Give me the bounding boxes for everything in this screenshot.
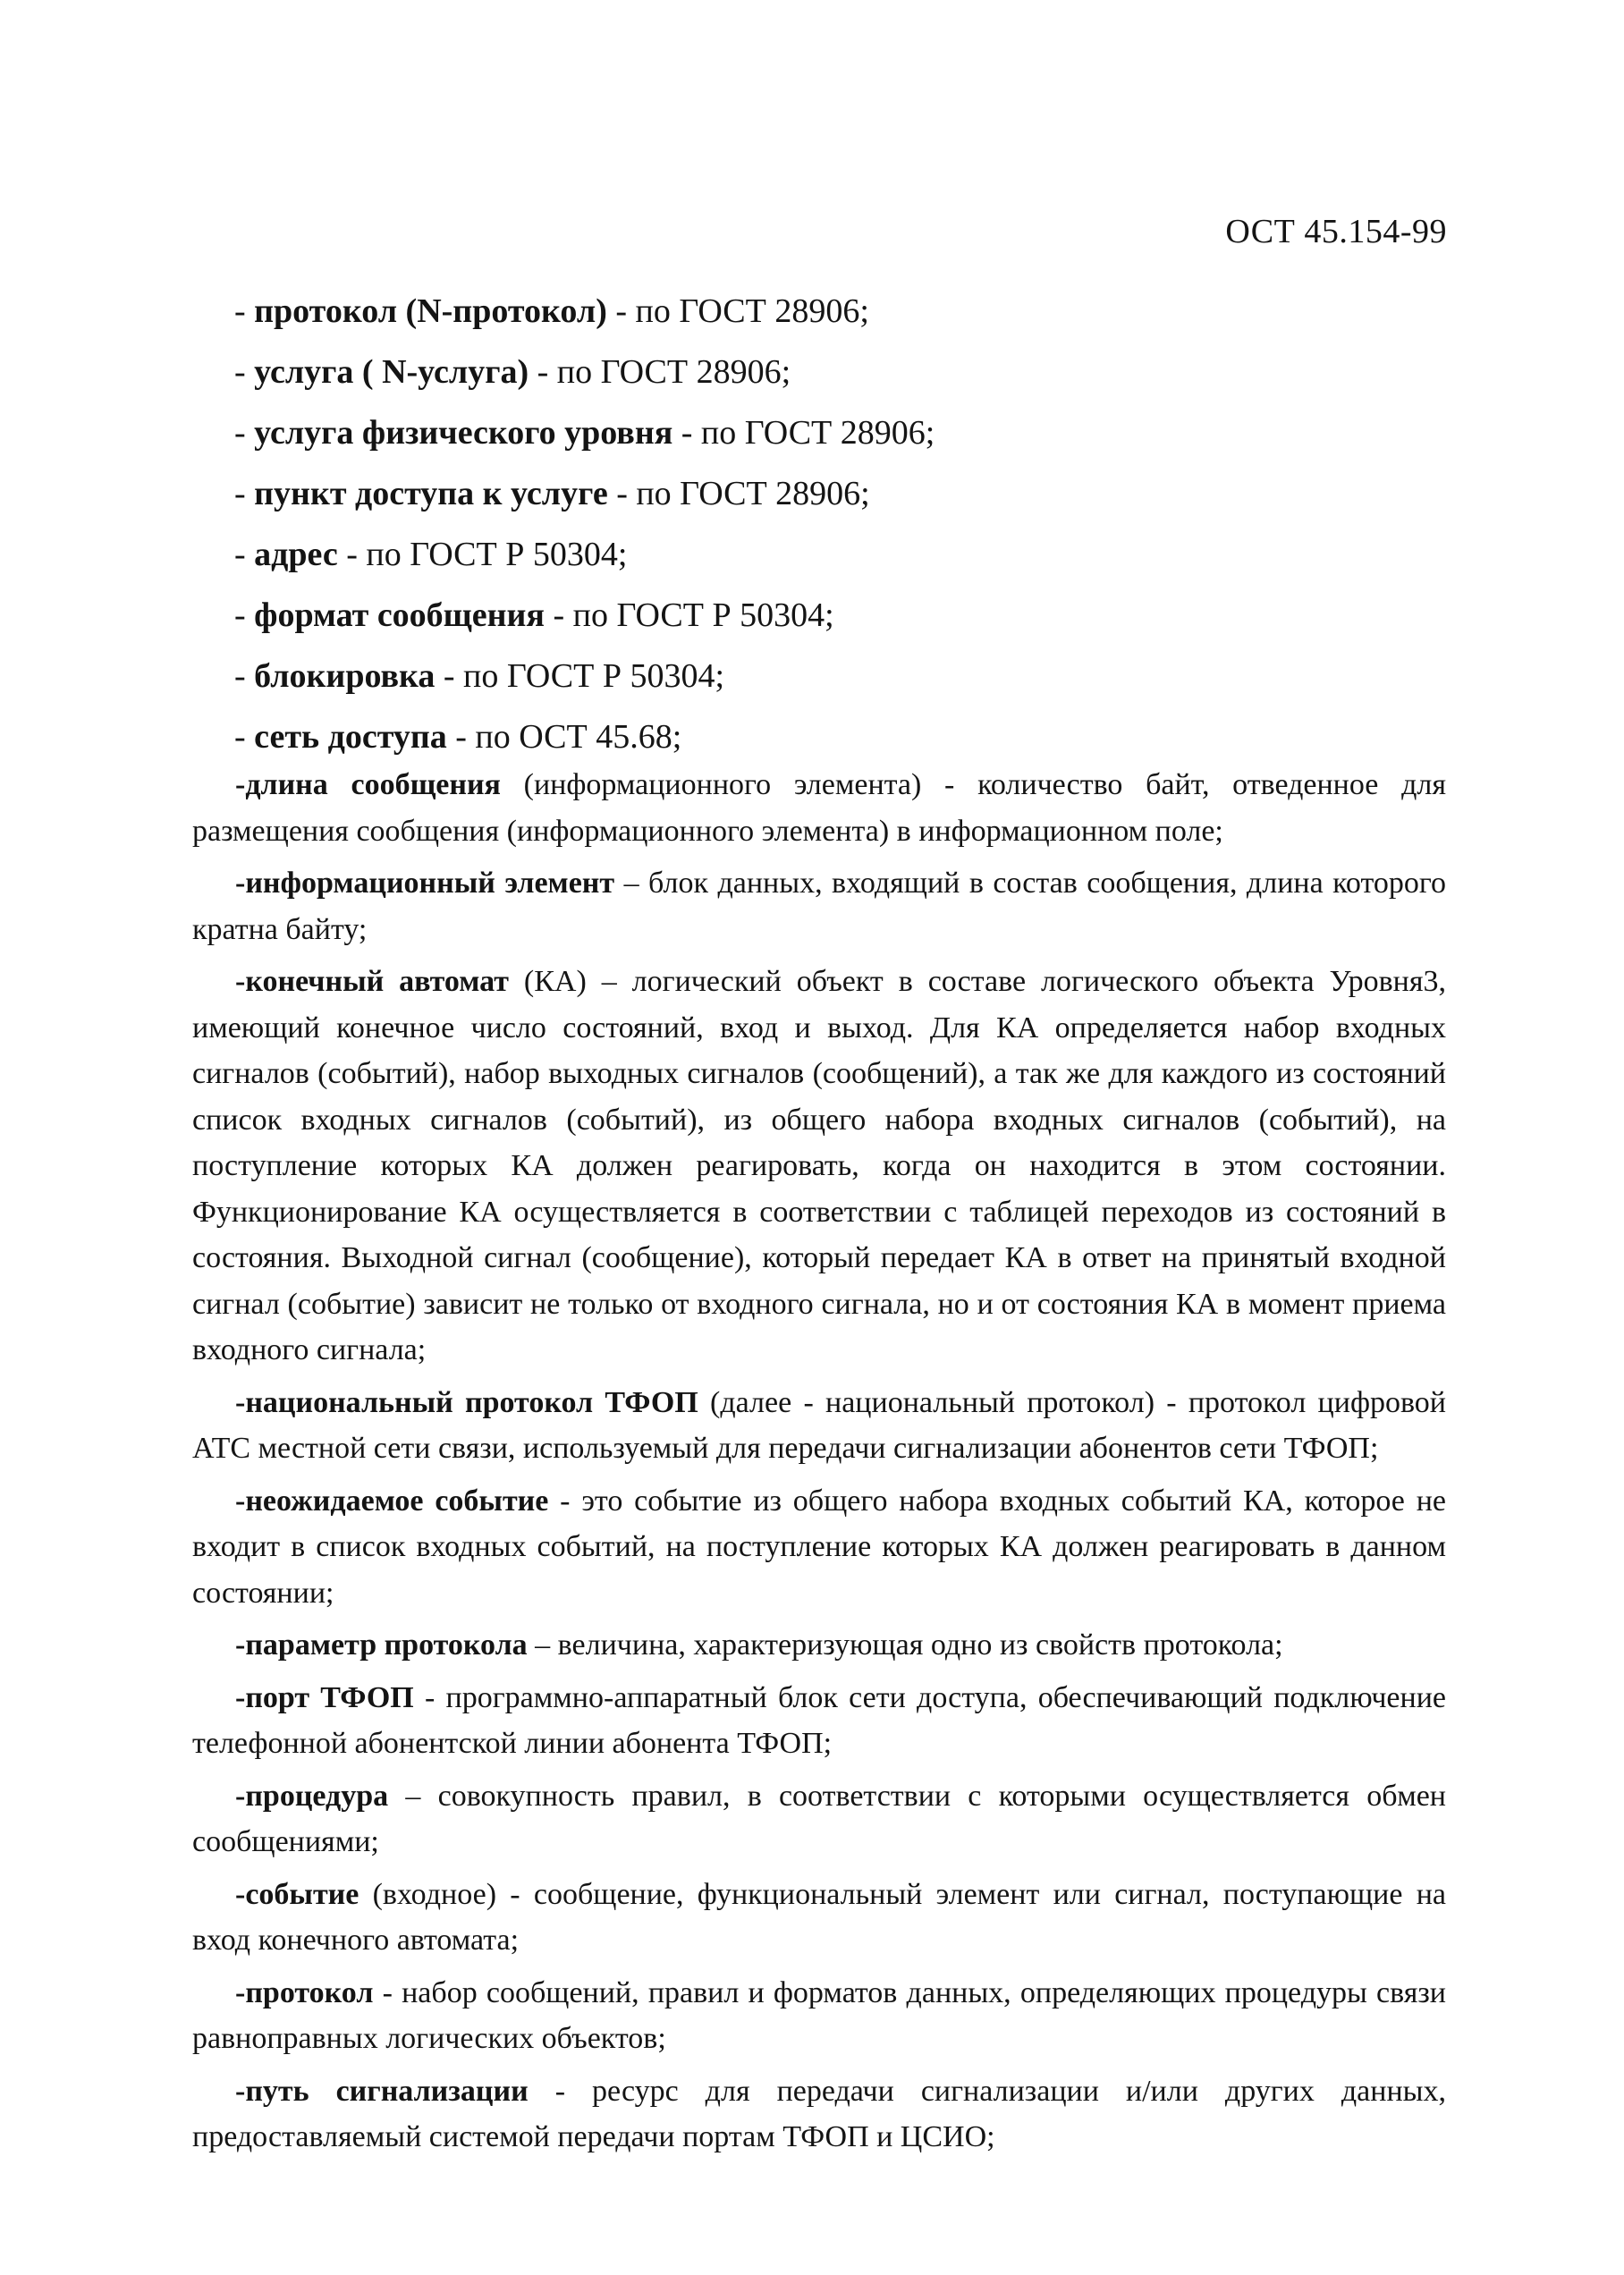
referenced-terms-list: [234, 288, 935, 774]
term: сеть доступа: [254, 718, 447, 756]
term-reference: - по ГОСТ Р 50304;: [337, 536, 628, 573]
definition-paragraph: [192, 860, 1446, 952]
term-reference: - по ГОСТ 28906;: [672, 414, 935, 452]
definition-paragraph: [192, 1773, 1446, 1865]
term: блокировка: [254, 657, 436, 695]
definition-paragraph: [192, 1478, 1446, 1617]
definition-text: (КА) – логический объект в составе логического объекта Уровня3, имеющий конечное число состояний, вход и выход. Для КА определяется набор входных сигналов (событий), набор выходных сигналов (сообщений), а так же для каждого из состояний список входных сигналов (событий), из общего набора входных сигналов (событий), на поступление которых КА должен реагировать, когда он находится в этом состоянии. Функционирование КА осуществляется в соответствии с таблицей переходов из состояний в состояния. Выходной сигнал (сообщение), который передает КА в ответ на принятый входной сигнал (событие) зависит не только от входного сигнала, но и от состояния КА в момент приема входного сигнала;: [192, 965, 1446, 1366]
definition-paragraph: [192, 762, 1446, 854]
definition-text: - это событие из общего набора входных событий КА, которое не входит в список входных событий, на поступление которых КА должен реагировать в данном состоянии;: [192, 1484, 1446, 1610]
list-item: - сеть доступа - по ОСТ 45.68;: [234, 718, 682, 756]
definition-term: -информационный элемент: [235, 867, 615, 900]
definition-term: -процедура: [235, 1779, 389, 1813]
term-reference: - по ГОСТ 28906;: [529, 353, 791, 391]
definition-paragraph: [192, 1872, 1446, 1964]
definition-term: -неожидаемое событие: [235, 1484, 549, 1518]
list-item: - услуга физического уровня - по ГОСТ 28906;: [234, 414, 935, 452]
definition-term: -порт ТФОП: [235, 1680, 414, 1714]
list-item: - блокировка - по ГОСТ Р 50304;: [234, 657, 725, 695]
term: пункт доступа к услуге: [254, 475, 608, 512]
definition-term: -параметр протокола: [235, 1628, 528, 1662]
term: услуга ( N-услуга): [254, 353, 529, 391]
definition-text: (информационного элемента) - количество байт, отведенное для размещения сообщения (информационного элемента) в информационном поле;: [192, 768, 1446, 848]
list-item: - услуга ( N-услуга) - по ГОСТ 28906;: [234, 353, 791, 391]
list-item: - адрес - по ГОСТ Р 50304;: [234, 536, 628, 573]
definition-paragraph: [192, 1675, 1446, 1767]
definition-text: (входное) - сообщение, функциональный элемент или сигнал, поступающие на вход конечного автомата;: [192, 1877, 1446, 1957]
definition-paragraph: [192, 1970, 1446, 2062]
definition-text: – величина, характеризующая одно из свойств протокола;: [527, 1628, 1283, 1662]
definition-text: – блок данных, входящий в состав сообщения, длина которого кратна байту;: [192, 867, 1446, 946]
list-item: - пункт доступа к услуге - по ГОСТ 28906;: [234, 475, 870, 512]
term-reference: - по ГОСТ 28906;: [607, 475, 870, 512]
definition-text: - ресурс для передачи сигнализации и/или других данных, предоставляемый системой передачи портам ТФОП и ЦСИО;: [192, 2074, 1446, 2153]
definitions-body: [192, 762, 1446, 2167]
term: протокол (N-протокол): [254, 292, 607, 330]
definition-text: (далее - национальный протокол) - протокол цифровой АТС местной сети связи, используемый для передачи сигнализации абонентов сети ТФОП;: [192, 1385, 1446, 1465]
document-code: ОСТ 45.154-99: [1225, 213, 1447, 250]
definition-term: -конечный автомат: [235, 965, 509, 998]
definition-paragraph: [192, 1380, 1446, 1472]
list-item: - формат сообщения - по ГОСТ Р 50304;: [234, 596, 834, 634]
list-item: - протокол (N-протокол) - по ГОСТ 28906;: [234, 292, 869, 330]
definition-paragraph: [192, 2068, 1446, 2161]
definition-text: - набор сообщений, правил и форматов данных, определяющих процедуры связи равноправных логических объектов;: [192, 1975, 1446, 2055]
definition-text: – совокупность правил, в соответствии с которыми осуществляется обмен сообщениями;: [192, 1779, 1446, 1858]
term: адрес: [254, 536, 338, 573]
definition-term: -длина сообщения: [235, 768, 501, 801]
term-reference: - по ОСТ 45.68;: [446, 718, 682, 756]
definition-term: -путь сигнализации: [235, 2074, 529, 2108]
definition-term: -национальный протокол ТФОП: [235, 1385, 698, 1419]
definition-paragraph: [192, 1622, 1446, 1669]
definition-term: -протокол: [235, 1975, 374, 2009]
definition-term: -событие: [235, 1877, 359, 1911]
term: услуга физического уровня: [254, 414, 673, 452]
term-reference: - по ГОСТ Р 50304;: [435, 657, 725, 695]
term-reference: - по ГОСТ Р 50304;: [544, 596, 834, 634]
term: формат сообщения: [254, 596, 545, 634]
definition-paragraph: [192, 959, 1446, 1374]
term-reference: - по ГОСТ 28906;: [606, 292, 869, 330]
definition-text: - программно-аппаратный блок сети доступа, обеспечивающий подключение телефонной абонентской линии абонента ТФОП;: [192, 1680, 1446, 1760]
